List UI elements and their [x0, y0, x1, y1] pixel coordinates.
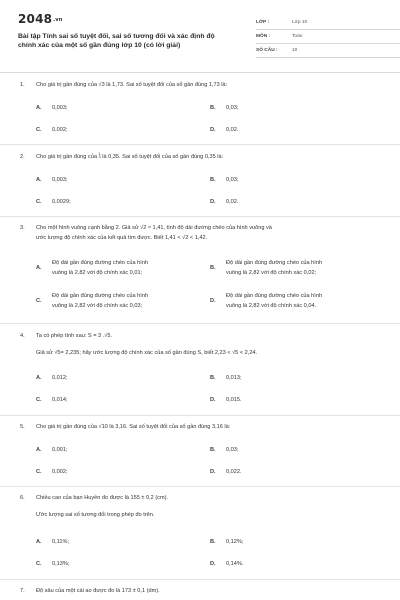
question-6: 6. Chiều cao của bạn Huyền đo được là 155 ± 0,2 (cm). Ước lượng sai số tương đối trong phép đo trên. A. 0,11%; B. 0,12%; C. 0,13%; D. 0,14%. [20, 493, 382, 575]
meta-row-subject [256, 30, 400, 44]
question-divider [0, 579, 400, 580]
meta-value: Toán [292, 34, 303, 39]
question-divider [0, 486, 400, 487]
question-text: Cho giá trị gần đúng của √3 là 1,73. Sai số tuyệt đối của số gần đúng 1,73 là: [36, 82, 228, 88]
question-divider [0, 144, 400, 145]
meta-label: MÔN : [256, 34, 271, 39]
question-number: 7. [20, 588, 25, 594]
fraction: 1 3 [98, 152, 101, 159]
meta-row-count [256, 44, 400, 58]
question-text: Cho giá trị gần đúng của 1 3 là 0,35. Sai số tuyệt đối của số gần đúng 0,35 là: [36, 152, 224, 160]
question-text: Độ sâu của một cái ao được đo là 173 ± 0,1 (dm). [36, 588, 160, 594]
question-text: Cho một hình vuông cạnh bằng 2. Giả sử √2 ≈ 1,41, tính độ dài đường chéo của hình vuông và ước lượng độ chính xác của kết quả tìm được. Biết 1,41 < √2 < 1,42. [36, 225, 272, 241]
question-2: 2. Cho giá trị gần đúng của 1 3 là 0,35. Sai số tuyệt đối của số gần đúng 0,35 là: A. 0,003; B. 0,03; C. 0,0029; D. 0,02. [20, 152, 382, 212]
question-number: 2. [20, 154, 25, 160]
question-4: 4. Ta có phép tính sau: S = 3 .√5. Giả sử √5= 2,235; hãy ước lượng độ chính xác của số gần đúng S, biết 2,23 < √5 < 2,24. A. 0,012; B. 0,013; C. 0,014; D. 0,015. [20, 331, 382, 411]
meta-info [256, 16, 400, 58]
site-logo[interactable]: 2048.vn [18, 12, 63, 26]
question-number: 6. [20, 495, 25, 501]
question-3: 3. Cho một hình vuông cạnh bằng 2. Giả sử √2 ≈ 1,41, tính độ dài đường chéo của hình vuông và ước lượng độ chính xác của kết quả tìm được. Biết 1,41 < √2 < 1,42. A. Độ dài gần đúng đường chéo của hình vuông là 2,82 với độ chính xác 0,01; B. Độ dài gần đúng đường chéo của hình vuông là 2,82 với độ chính xác 0,02; C. Độ dài gần đúng đường chéo của hình vuông là 2,82 với độ chính xác 0,03; D. Độ dài gần đúng đường chéo của hình vuông là 2,82 với độ chính xác 0,04. [20, 223, 382, 323]
document-title: Bài tập Tính sai số tuyệt đối, sai số tương đối và xác định độ chính xác của một số gần đúng lớp 10 (có lời giải) [18, 33, 215, 49]
question-1: 1. Cho giá trị gần đúng của √3 là 1,73. Sai số tuyệt đối của số gần đúng 1,73 là: A. 0,003; B. 0,03; C. 0,002; D. 0,02. [20, 80, 382, 140]
question-number: 1. [20, 82, 25, 88]
meta-label: SỐ CÂU : [256, 48, 278, 53]
question-7 [20, 586, 382, 598]
question-number: 5. [20, 424, 25, 430]
question-number: 4. [20, 333, 25, 339]
question-5: 5. Cho giá trị gần đúng của √10 là 3,16. Sai số tuyệt đối của số gần đúng 3,16 là: A. 0,001; B. 0,03; C. 0,002; D. 0,022. [20, 422, 382, 482]
meta-value: 10 [292, 48, 298, 53]
question-text: Cho giá trị gần đúng của √10 là 3,16. Sai số tuyệt đối của số gần đúng 3,16 là: [36, 424, 231, 430]
meta-value: Lớp 10 [292, 20, 308, 25]
question-divider [0, 415, 400, 416]
question-divider [0, 323, 400, 324]
question-text: Ta có phép tính sau: S = 3 .√5. Giả sử √5= 2,235; hãy ước lượng độ chính xác của số gần đúng S, biết 2,23 < √5 < 2,24. [36, 333, 258, 356]
meta-row-grade [256, 16, 400, 30]
header-divider [0, 72, 400, 73]
meta-label: LỚP : [256, 20, 270, 25]
question-divider [0, 216, 400, 217]
header [18, 12, 388, 64]
question-number: 3. [20, 225, 25, 231]
question-text: Chiều cao của bạn Huyền đo được là 155 ± 0,2 (cm). Ước lượng sai số tương đối trong phép đo trên. [36, 495, 169, 518]
